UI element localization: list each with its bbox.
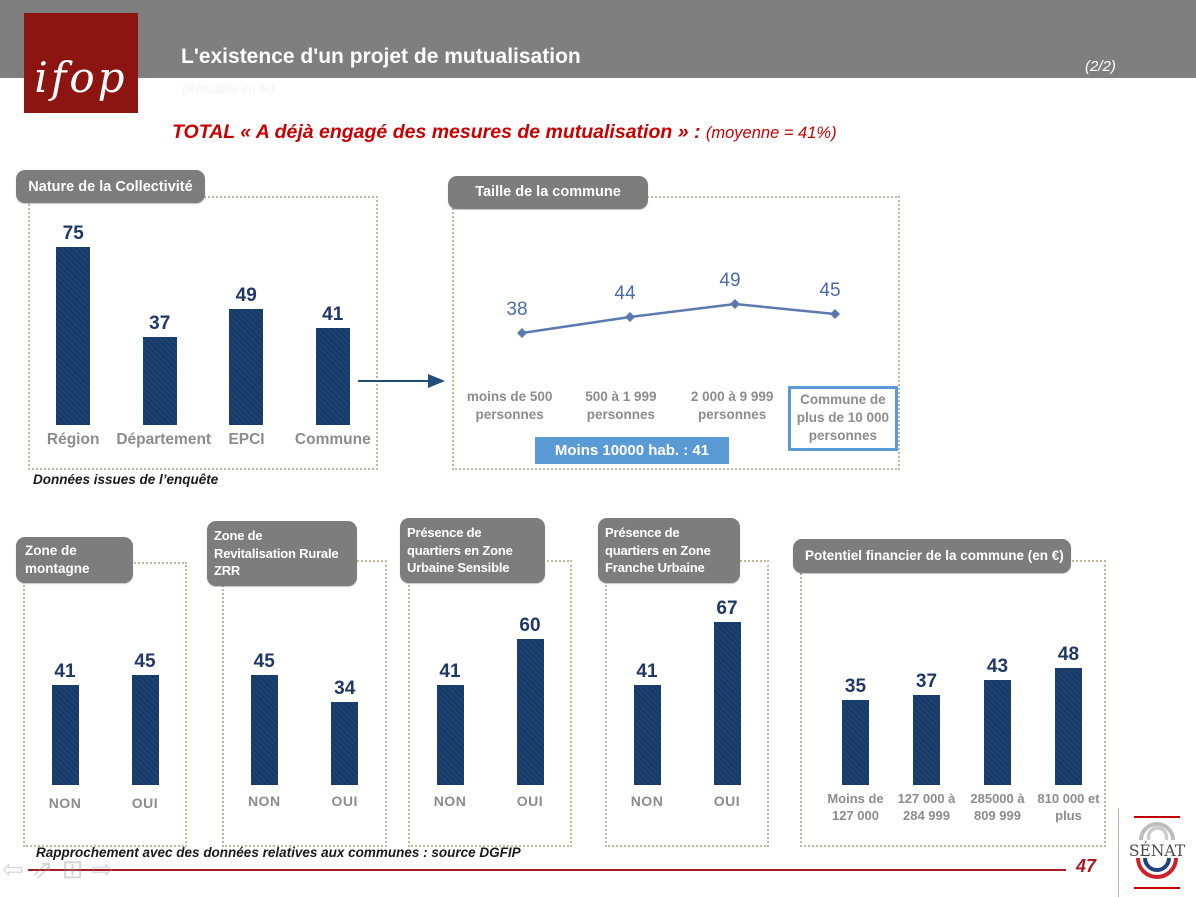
category-label: Commune de plus de 10 000 personnes xyxy=(788,386,898,451)
bar-group xyxy=(1034,645,1104,785)
zfu-categories xyxy=(607,793,767,809)
zfu-title: Présence de quartiers en Zone Franche Urbaine xyxy=(598,518,740,583)
bar xyxy=(1055,668,1082,785)
potentiel-financier-categories xyxy=(802,791,1104,825)
bar-value-label: 45 xyxy=(134,651,156,672)
taille-commune-chart xyxy=(452,196,900,470)
bar xyxy=(913,695,940,785)
zus-bars xyxy=(410,562,570,785)
bar xyxy=(714,622,741,785)
taille-chart-title: Taille de la commune xyxy=(448,176,648,209)
bar xyxy=(842,700,869,785)
zone-franche-urbaine-chart xyxy=(605,560,769,847)
bar xyxy=(52,685,79,785)
bar xyxy=(316,328,350,425)
bar xyxy=(331,702,358,785)
category-label: OUI xyxy=(131,795,159,811)
bar-value-label: 37 xyxy=(915,671,938,692)
total-headline xyxy=(172,121,837,144)
category-label: NON xyxy=(247,793,281,809)
zus-categories xyxy=(410,793,570,809)
category-label: NON xyxy=(48,795,82,811)
senat-emblem-icon xyxy=(1119,808,1196,897)
category-label: 127 000 à 284 999 xyxy=(897,791,956,823)
zone-montagne-bars xyxy=(25,564,185,785)
bar-group xyxy=(411,662,489,785)
footer-rule xyxy=(28,869,1066,871)
senat-logo xyxy=(1118,808,1196,897)
bar-group xyxy=(290,305,377,425)
bar-group xyxy=(963,657,1033,785)
category-label: OUI xyxy=(713,793,741,809)
bar-group xyxy=(117,314,204,425)
zus-title: Présence de quartiers en Zone Urbaine Sensible xyxy=(400,518,545,583)
header-banner xyxy=(0,0,1196,78)
category-label: Département xyxy=(116,431,212,448)
bar-value-label: 49 xyxy=(235,285,257,306)
category-label: 810 000 et plus xyxy=(1037,791,1100,823)
bar-group xyxy=(608,662,686,785)
bar xyxy=(132,675,159,785)
category-label: NON xyxy=(433,793,467,809)
slide-part-indicator: (2/2) xyxy=(1085,58,1116,75)
bar-group xyxy=(26,662,104,785)
bar-group xyxy=(30,224,117,425)
bar-value-label: 41 xyxy=(54,661,76,682)
bar-value-label: 43 xyxy=(986,656,1009,677)
category-label: EPCI xyxy=(228,431,265,448)
category-label: OUI xyxy=(516,793,544,809)
next-slide-icon[interactable]: ⇨ xyxy=(91,854,114,884)
category-label: Moins de 127 000 xyxy=(827,791,884,823)
nature-chart-title: Nature de la Collectivité xyxy=(16,170,205,203)
nature-categories xyxy=(30,431,376,449)
zone-urbaine-sensible-chart xyxy=(408,560,572,847)
potentiel-financier-chart xyxy=(800,560,1106,847)
category-label: OUI xyxy=(331,793,358,809)
category-label: 2 000 à 9 999 personnes xyxy=(690,389,774,423)
slide-menu-icon[interactable]: ⊞ xyxy=(61,854,84,884)
bar-group xyxy=(203,286,290,425)
bar-group xyxy=(821,677,891,785)
data-point-marker xyxy=(730,299,740,309)
bar-value-label: 45 xyxy=(253,651,275,672)
ifop-logo-text: ifop xyxy=(34,53,128,102)
bar-value-label: 35 xyxy=(844,676,867,697)
survey-data-footnote: Données issues de l’enquête xyxy=(33,472,219,487)
bar-group xyxy=(491,616,569,785)
zone-montagne-chart xyxy=(23,562,187,847)
bar xyxy=(634,685,661,785)
data-point-marker xyxy=(517,328,527,338)
slide-subtitle: (Résultats en %) xyxy=(182,82,275,96)
bar xyxy=(437,685,464,785)
ifop-logo xyxy=(24,13,138,113)
dgfip-source-footnote: Rapprochement avec des données relatives aux communes : source DGFIP xyxy=(36,845,521,860)
zone-zrr-title: Zone de Revitalisation Rurale ZRR xyxy=(207,521,357,586)
potentiel-financier-bars xyxy=(802,562,1104,785)
zone-montagne-categories xyxy=(25,795,185,811)
bar xyxy=(143,337,177,425)
bar-value-label: 67 xyxy=(716,598,738,619)
line-value-label: 49 xyxy=(719,270,741,291)
bar-group xyxy=(106,652,184,785)
zone-zrr-categories xyxy=(224,793,385,809)
bar-value-label: 60 xyxy=(519,615,541,636)
senat-logo-bottom-rule xyxy=(1134,887,1180,889)
presenter-navigation xyxy=(2,856,113,882)
line-value-label: 38 xyxy=(506,299,528,320)
line-value-label: 44 xyxy=(614,283,636,304)
previous-slide-icon[interactable]: ⇦ xyxy=(2,854,24,884)
bar xyxy=(251,675,278,785)
connector-arrow-icon xyxy=(358,372,446,390)
potentiel-financier-title: Potentiel financier de la commune (en €) xyxy=(793,539,1071,573)
bar xyxy=(517,639,544,785)
zone-montagne-title: Zone de montagne xyxy=(16,537,133,583)
total-headline-main: TOTAL « A déjà engagé des mesures de mutualisation » : xyxy=(172,121,706,143)
bar-group xyxy=(225,652,303,785)
bar-value-label: 41 xyxy=(636,661,658,682)
data-point-marker xyxy=(830,309,840,319)
category-label: moins de 500 personnes xyxy=(466,389,553,423)
bar-value-label: 37 xyxy=(149,313,171,334)
bar-value-label: 75 xyxy=(62,223,84,244)
bar-value-label: 34 xyxy=(334,678,356,699)
bar xyxy=(56,247,90,425)
category-label: 500 à 1 999 personnes xyxy=(585,389,657,423)
bar-group xyxy=(892,672,962,785)
slide-title: L'existence d'un projet de mutualisation xyxy=(181,45,581,68)
zone-zrr-bars xyxy=(224,562,385,785)
bar-group xyxy=(688,599,766,785)
page-number: 47 xyxy=(1076,856,1097,876)
data-point-marker xyxy=(625,312,635,322)
total-headline-average: (moyenne = 41%) xyxy=(705,124,837,142)
senat-logo-top-rule xyxy=(1134,816,1180,818)
line-value-label: 45 xyxy=(819,280,841,301)
bar-value-label: 48 xyxy=(1057,644,1080,665)
bar xyxy=(229,309,263,425)
category-label: 285000 à 809 999 xyxy=(970,791,1025,823)
nature-bars xyxy=(30,198,376,425)
category-label: Région xyxy=(46,431,100,448)
nature-collectivite-chart xyxy=(28,196,378,470)
category-label: Commune xyxy=(294,431,371,448)
bar-group xyxy=(306,679,384,785)
category-label: NON xyxy=(630,793,664,809)
pen-tool-icon[interactable]: ⇗ xyxy=(31,854,54,884)
bar-value-label: 41 xyxy=(439,661,461,682)
zone-zrr-chart xyxy=(222,560,387,847)
zfu-bars xyxy=(607,562,767,785)
bar xyxy=(984,680,1011,785)
senat-logo-text: SÉNAT xyxy=(1128,842,1186,860)
moins-10000-hab-callout: Moins 10000 hab. : 41 xyxy=(535,437,729,464)
bar-value-label: 41 xyxy=(322,304,344,325)
